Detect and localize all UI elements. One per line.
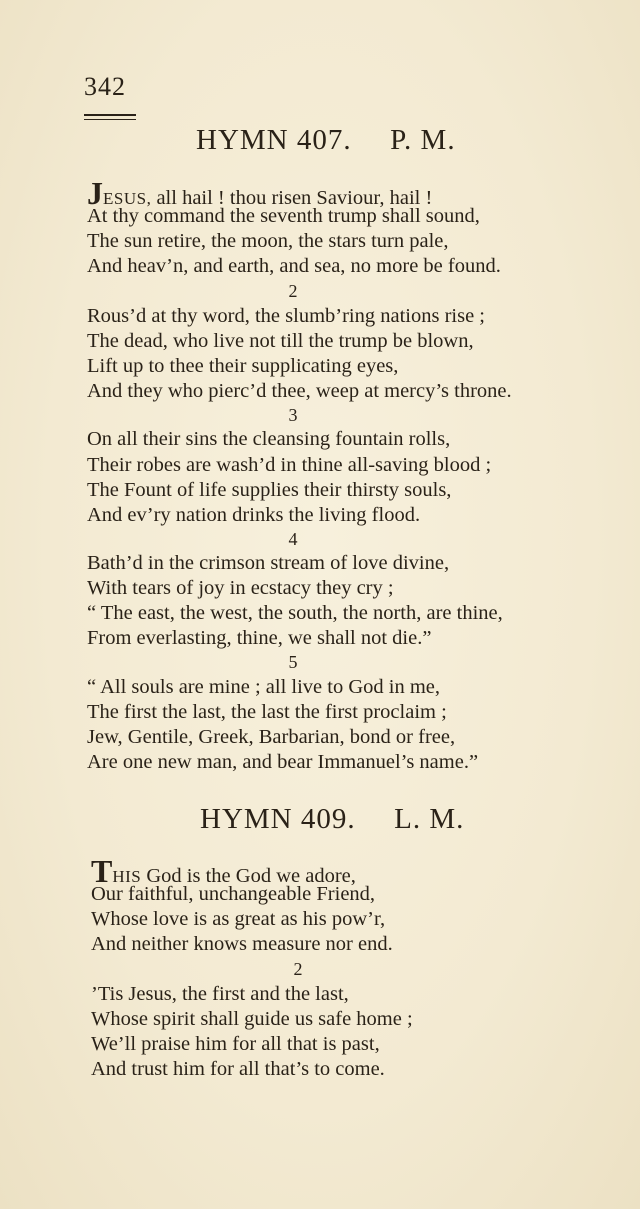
verse-line: And ev’ry nation drinks the living flood. bbox=[87, 504, 421, 526]
verse-line: And they who pierc’d thee, weep at mercy’s throne. bbox=[87, 380, 512, 402]
hymn-number: HYMN 409. bbox=[200, 803, 356, 835]
header-rule bbox=[84, 114, 136, 116]
verse-line: Our faithful, unchangeable Friend, bbox=[91, 883, 376, 905]
verse-line: The sun retire, the moon, the stars turn pale, bbox=[87, 230, 449, 252]
verse-line: Lift up to thee their supplicating eyes, bbox=[87, 355, 399, 377]
verse-line: And neither knows measure nor end. bbox=[91, 933, 393, 955]
hymn-meter: L. M. bbox=[394, 803, 465, 835]
page-number: 342 bbox=[84, 72, 126, 101]
verse-line: Whose spirit shall guide us safe home ; bbox=[91, 1008, 413, 1030]
first-word-caps: HIS bbox=[112, 867, 142, 886]
verse-line: Are one new man, and bear Immanuel’s name.” bbox=[87, 751, 479, 773]
verse-line: With tears of joy in ecstacy they cry ; bbox=[87, 577, 394, 599]
verse-line: Whose love is as great as his pow’r, bbox=[91, 908, 386, 930]
verse-line: From everlasting, thine, we shall not die.” bbox=[87, 627, 432, 649]
first-word-caps: ESUS, bbox=[103, 189, 152, 208]
first-line-text: all hail ! thou risen Saviour, hail ! bbox=[151, 187, 433, 209]
verse-line: “ All souls are mine ; all live to God in me, bbox=[87, 676, 440, 698]
verse-line: Their robes are wash’d in thine all-saving blood ; bbox=[87, 454, 492, 476]
verse-line: Rous’d at thy word, the slumb’ring nations rise ; bbox=[87, 305, 485, 327]
hymn-409-title bbox=[200, 803, 464, 836]
verse-line: The first the last, the last the first proclaim ; bbox=[87, 701, 447, 723]
hymn-number: HYMN 407. bbox=[196, 124, 352, 156]
verse-number: 4 bbox=[288, 529, 298, 549]
verse-line: The dead, who live not till the trump be blown, bbox=[87, 330, 474, 352]
verse-line: On all their sins the cleansing fountain rolls, bbox=[87, 428, 451, 450]
verse-line: And trust him for all that’s to come. bbox=[91, 1058, 385, 1080]
verse-line: At thy command the seventh trump shall sound, bbox=[87, 205, 480, 227]
hymn-meter: P. M. bbox=[390, 124, 456, 156]
verse-line: And heav’n, and earth, and sea, no more be found. bbox=[87, 255, 501, 277]
verse-number: 5 bbox=[288, 652, 298, 672]
verse-number: 2 bbox=[293, 959, 303, 979]
header-rule-thin bbox=[84, 119, 136, 120]
first-line-text: God is the God we adore, bbox=[141, 865, 356, 887]
verse-number: 2 bbox=[288, 281, 298, 301]
verse-line: We’ll praise him for all that is past, bbox=[91, 1033, 380, 1055]
verse-line: Bath’d in the crimson stream of love divine, bbox=[87, 552, 450, 574]
verse-line: ’Tis Jesus, the first and the last, bbox=[91, 983, 349, 1005]
verse-line: The Fount of life supplies their thirsty souls, bbox=[87, 479, 452, 501]
hymn-407-title bbox=[196, 124, 456, 157]
drop-initial: J bbox=[87, 175, 103, 211]
verse-line: “ The east, the west, the south, the north, are thine, bbox=[87, 602, 503, 624]
verse-line: Jew, Gentile, Greek, Barbarian, bond or free, bbox=[87, 726, 456, 748]
drop-initial: T bbox=[91, 853, 113, 889]
verse-number: 3 bbox=[288, 405, 298, 425]
